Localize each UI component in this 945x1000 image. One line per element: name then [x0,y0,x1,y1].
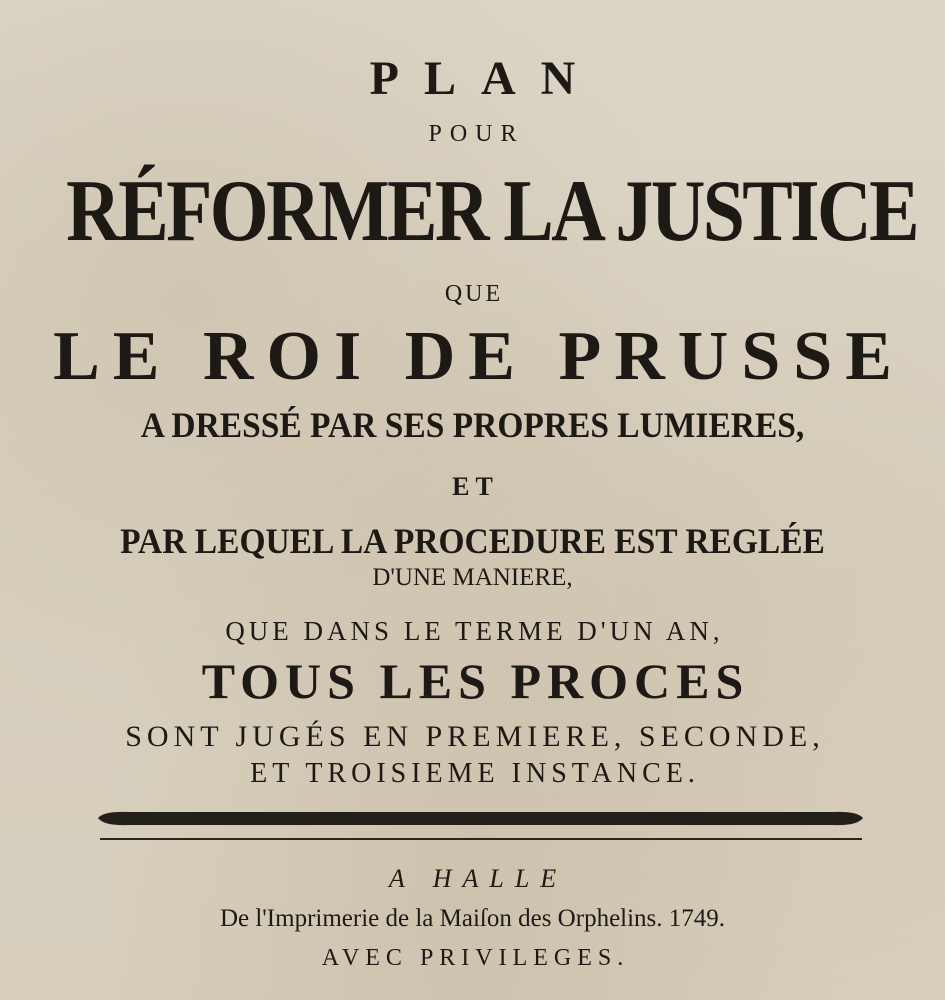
title-terme-line: QUE DANS LE TERME D'UN AN, [225,616,724,646]
imprint-printer: De l'Imprimerie de la Maiſon des Orphelins. 1749. [219,905,726,932]
title-word-pour: POUR [428,121,525,147]
imprint-privileges: AVEC PRIVILEGES. [321,945,630,971]
ornamental-thick-rule [98,811,863,826]
title-word-et: ET [452,472,499,501]
title-word-plan: PLAN [369,52,601,105]
thin-rule [100,838,862,840]
title-procedure-line: PAR LEQUEL LA PROCEDURE EST REGLÉE [120,521,825,561]
title-word-que: QUE [444,281,504,307]
imprint-place: A HALLE [388,864,568,893]
title-king-of-prussia: LE ROI DE PRUSSE [53,318,905,395]
title-maniere-line: D'UNE MANIERE, [372,564,573,591]
title-troisieme-line: ET TROISIEME INSTANCE. [250,758,700,789]
title-main-heading: RÉFORMER LA JUSTICE [66,163,918,260]
title-tous-les-proces: TOUS LES PROCES [201,653,750,709]
title-sont-juges-line: SONT JUGÉS EN PREMIERE, SECONDE, [125,720,825,753]
title-dresse-line: A DRESSÉ PAR SES PROPRES LUMIERES, [140,405,805,445]
